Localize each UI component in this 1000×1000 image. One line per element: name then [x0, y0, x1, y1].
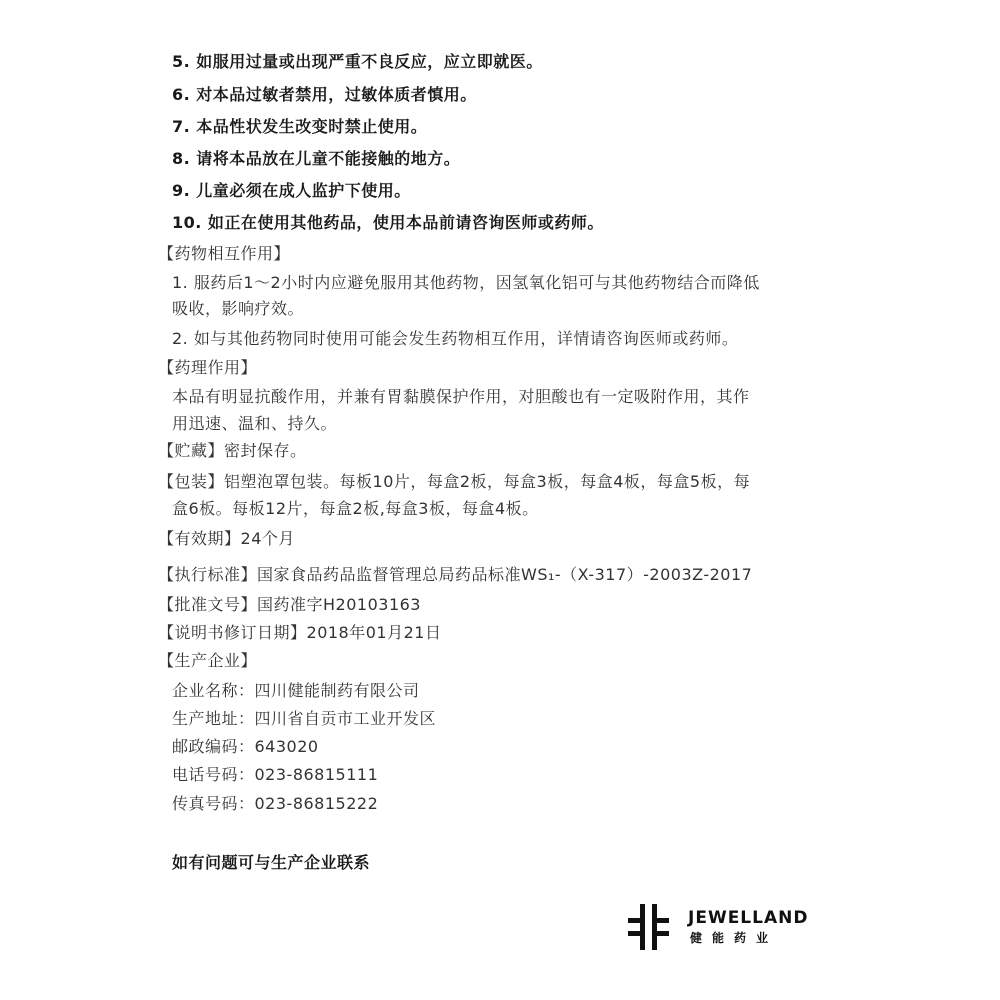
revision-value: 2018年01月21日 — [306, 623, 442, 642]
packaging-row — [158, 471, 750, 493]
manufacturer-header: 【生产企业】 — [158, 651, 258, 670]
packaging-line-1: 铝塑泡罩包装。每板10片，每盒2板，每盒3板，每盒4板，每盒5板，每 — [224, 472, 751, 491]
logo-text-cn: 健能药业 — [690, 931, 779, 945]
manufacturer-postcode: 邮政编码：643020 — [172, 737, 319, 756]
interactions-item-1-line-1: 1. 服药后1～2小时内应避免服用其他药物，因氢氧化铝可与其他药物结合而降低 — [172, 273, 760, 292]
pharmacology-line-1: 本品有明显抗酸作用，并兼有胃黏膜保护作用，对胆酸也有一定吸附作用，其作 — [172, 387, 750, 406]
interactions-header: 【药物相互作用】 — [158, 244, 291, 263]
storage-row — [158, 440, 307, 462]
standard-value: 国家食品药品监督管理总局药品标准WS₁-（X-317）-2003Z-2017 — [257, 565, 753, 584]
standard-row — [158, 564, 752, 586]
revision-header: 【说明书修订日期】 — [158, 623, 307, 642]
precaution-item-5: 5. 如服用过量或出现严重不良反应，应立即就医。 — [172, 52, 543, 71]
precaution-item-8: 8. 请将本品放在儿童不能接触的地方。 — [172, 149, 461, 168]
precaution-item-6: 6. 对本品过敏者禁用，过敏体质者慎用。 — [172, 85, 477, 104]
precaution-item-7: 7. 本品性状发生改变时禁止使用。 — [172, 117, 428, 136]
standard-header: 【执行标准】 — [158, 565, 258, 584]
manufacturer-name: 企业名称：四川健能制药有限公司 — [172, 681, 420, 700]
pharmacology-header: 【药理作用】 — [158, 358, 258, 377]
approval-row — [158, 594, 421, 616]
validity-value: 24个月 — [240, 529, 295, 548]
manufacturer-phone: 电话号码：023-86815111 — [172, 765, 379, 784]
approval-header: 【批准文号】 — [158, 595, 258, 614]
validity-header: 【有效期】 — [158, 529, 241, 548]
validity-row — [158, 528, 295, 550]
manufacturer-fax: 传真号码：023-86815222 — [172, 794, 379, 813]
storage-value: 密封保存。 — [224, 441, 307, 460]
revision-row — [158, 622, 441, 644]
packaging-header: 【包装】 — [158, 472, 225, 491]
manufacturer-address: 生产地址：四川省自贡市工业开发区 — [172, 709, 437, 728]
jewelland-logo-mark-icon — [628, 904, 680, 950]
precaution-item-9: 9. 儿童必须在成人监护下使用。 — [172, 181, 411, 200]
jewelland-logo — [628, 904, 808, 952]
contact-note: 如有问题可与生产企业联系 — [172, 853, 371, 872]
approval-value: 国药准字H20103163 — [257, 595, 421, 614]
interactions-item-2: 2. 如与其他药物同时使用可能会发生药物相互作用，详情请咨询医师或药师。 — [172, 329, 739, 348]
precaution-item-10: 10. 如正在使用其他药品，使用本品前请咨询医师或药师。 — [172, 213, 604, 232]
logo-text-en: JEWELLAND — [688, 908, 809, 928]
packaging-line-2: 盒6板。每板12片，每盒2板,每盒3板，每盒4板。 — [172, 499, 539, 518]
storage-header: 【贮藏】 — [158, 441, 225, 460]
interactions-item-1-line-2: 吸收，影响疗效。 — [172, 299, 305, 318]
pharmacology-line-2: 用迅速、温和、持久。 — [172, 414, 338, 433]
